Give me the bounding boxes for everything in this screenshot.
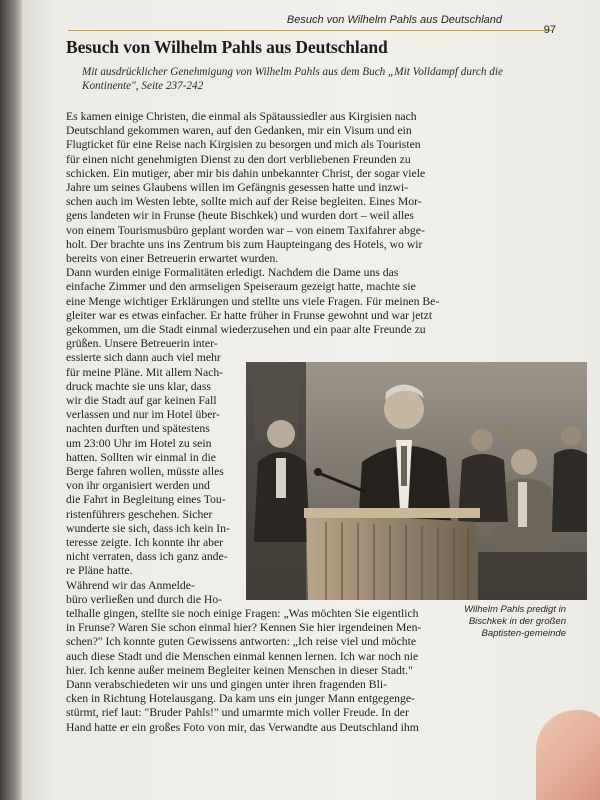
text-line: wunderte sie sich, dass ich kein In- bbox=[66, 521, 230, 535]
chapter-title: Besuch von Wilhelm Pahls aus Deutschland bbox=[66, 37, 388, 57]
text-line: cken in Richtung Hotelausgang. Da kam uns ein junger Mann entgegenge- bbox=[66, 692, 415, 706]
text-line: einfache Zimmer und den armseligen Speiseraum gezeigt hatte, machte sie bbox=[66, 280, 416, 294]
text-line: von einem Tourismusbüro geplant worden war – von einem Taxifahrer abge- bbox=[66, 223, 425, 237]
book-spine-shadow bbox=[0, 0, 22, 800]
text-line: Jahre um seines Glaubens willen im Gefängnis gesessen hatte und inzwi- bbox=[66, 181, 409, 194]
text-line: telhalle gingen, stellte sie noch einige Fragen: „Was möchten Sie eigentlich bbox=[66, 607, 419, 620]
text-line: schen auch im Westen lebte, sollte mich auf der Reise begleiten. Eines Mor- bbox=[66, 195, 422, 209]
text-line: nachten durften und spätestens bbox=[66, 422, 210, 436]
text-line: gekommen, um die Stadt einmal wiederzusehen und ein paar alte Freunde zu bbox=[66, 323, 426, 336]
photo-illustration bbox=[246, 362, 587, 600]
text-line: für meine Pläne. Mit allem Nach- bbox=[66, 365, 224, 379]
text-line: eine Menge wichtiger Erklärungen und stellte uns viele Fragen. Für meinen Be- bbox=[66, 294, 440, 308]
photo-caption: Wilhelm Pahls predigt in Bischkek in der großen Baptisten-gemeinde bbox=[464, 604, 566, 639]
text-line: hatten. Sollten wir einmal in die bbox=[66, 450, 216, 464]
text-line: wir die Stadt auf gar keinen Fall bbox=[66, 394, 217, 407]
text-line: gleiter war es etwas einfacher. Er hatte früher in Frunse gewohnt und war jetzt bbox=[66, 308, 433, 322]
book-page bbox=[22, 0, 600, 800]
text-line: Dann wurden einige Formalitäten erledigt. Nachdem die Dame uns das bbox=[66, 266, 399, 280]
text-line: grüßen. Unsere Betreuerin inter- bbox=[66, 337, 218, 351]
thumb-in-frame bbox=[536, 710, 600, 800]
text-line: bereits von einer Betreuerin erwartet wurden. bbox=[66, 252, 279, 265]
text-line: für einen nicht genehmigten Dienst zu den dort verbliebenen Freunden zu bbox=[66, 152, 411, 166]
text-line: schen?" Ich konnte guten Gewissens antworten: „Ich reise viel und möchte bbox=[66, 635, 417, 649]
text-line: nicht verraten, dass ich ganz ande- bbox=[66, 550, 228, 564]
text-line: hier. Ich kenne außer meinem Begleiter keinen Menschen in dieser Stadt." bbox=[66, 663, 413, 677]
text-line: Berge fahren wollen, müsste alles bbox=[66, 465, 224, 478]
text-line: gens landeten wir in Frunse (heute Bischkek) und wurden dort – weil alles bbox=[66, 209, 414, 223]
text-line: ristenführers geschehen. Sicher bbox=[66, 507, 213, 521]
text-line: auch diese Stadt und die Menschen einmal kennen lernen. Ich war noch nie bbox=[66, 649, 419, 663]
text-line: die Fahrt in Begleitung eines Tou- bbox=[66, 493, 226, 507]
text-line: um 23:00 Uhr im Hotel zu sein bbox=[66, 436, 212, 450]
text-line: holt. Der brachte uns ins Zentrum bis zum Haupteingang des Hotels, wo wir bbox=[66, 237, 423, 251]
text-line: Es kamen einige Christen, die einmal als Spätaussiedler aus Kirgisien nach bbox=[66, 110, 417, 123]
text-line: schicken. Ein mutiger, aber mir bis dahin unbekannter Christ, der sogar viele bbox=[66, 166, 426, 180]
text-line: von ihr organisiert werden und bbox=[66, 479, 210, 493]
text-line: stürmt, rief laut: "Bruder Pahls!" und umarmte mich voller Freude. In der bbox=[66, 706, 409, 720]
text-line: Deutschland gekommen waren, auf den Gedanken, mir ein Visum und ein bbox=[66, 124, 412, 138]
text-line: Flugticket für eine Reise nach Kirgisien zu besorgen und mich als Touristen bbox=[66, 138, 421, 152]
church-photo bbox=[246, 362, 587, 600]
text-line: büro verließen und durch die Ho- bbox=[66, 592, 223, 606]
text-line: in Frunse? Waren Sie schon einmal hier? Kennen Sie hier irgendeinen Men- bbox=[66, 621, 422, 635]
text-line: essierte sich dann auch viel mehr bbox=[66, 351, 221, 365]
text-line: druck machte sie uns klar, dass bbox=[66, 379, 211, 393]
page-number: 97 bbox=[543, 24, 556, 36]
text-line: Hand hatte er ein großes Foto von mir, das Verwandte aus Deutschland ihm bbox=[66, 720, 419, 734]
text-line: teresse zeigte. Ich konnte ihr aber bbox=[66, 536, 224, 549]
text-line: re Pläne hatte. bbox=[66, 564, 133, 578]
text-line: Während wir das Anmelde- bbox=[66, 578, 195, 592]
running-head-title: Besuch von Wilhelm Pahls aus Deutschland bbox=[286, 14, 502, 26]
text-line: verlassen und nur im Hotel über- bbox=[66, 408, 220, 422]
text-line: Dann verabschiedeten wir uns und gingen unter ihren fragenden Bli- bbox=[66, 678, 387, 691]
chapter-subtitle: Mit ausdrücklicher Genehmigung von Wilhelm Pahls aus dem Buch „Mit Volldampf durch die Kontinente", Seite 237-242 bbox=[82, 66, 503, 92]
